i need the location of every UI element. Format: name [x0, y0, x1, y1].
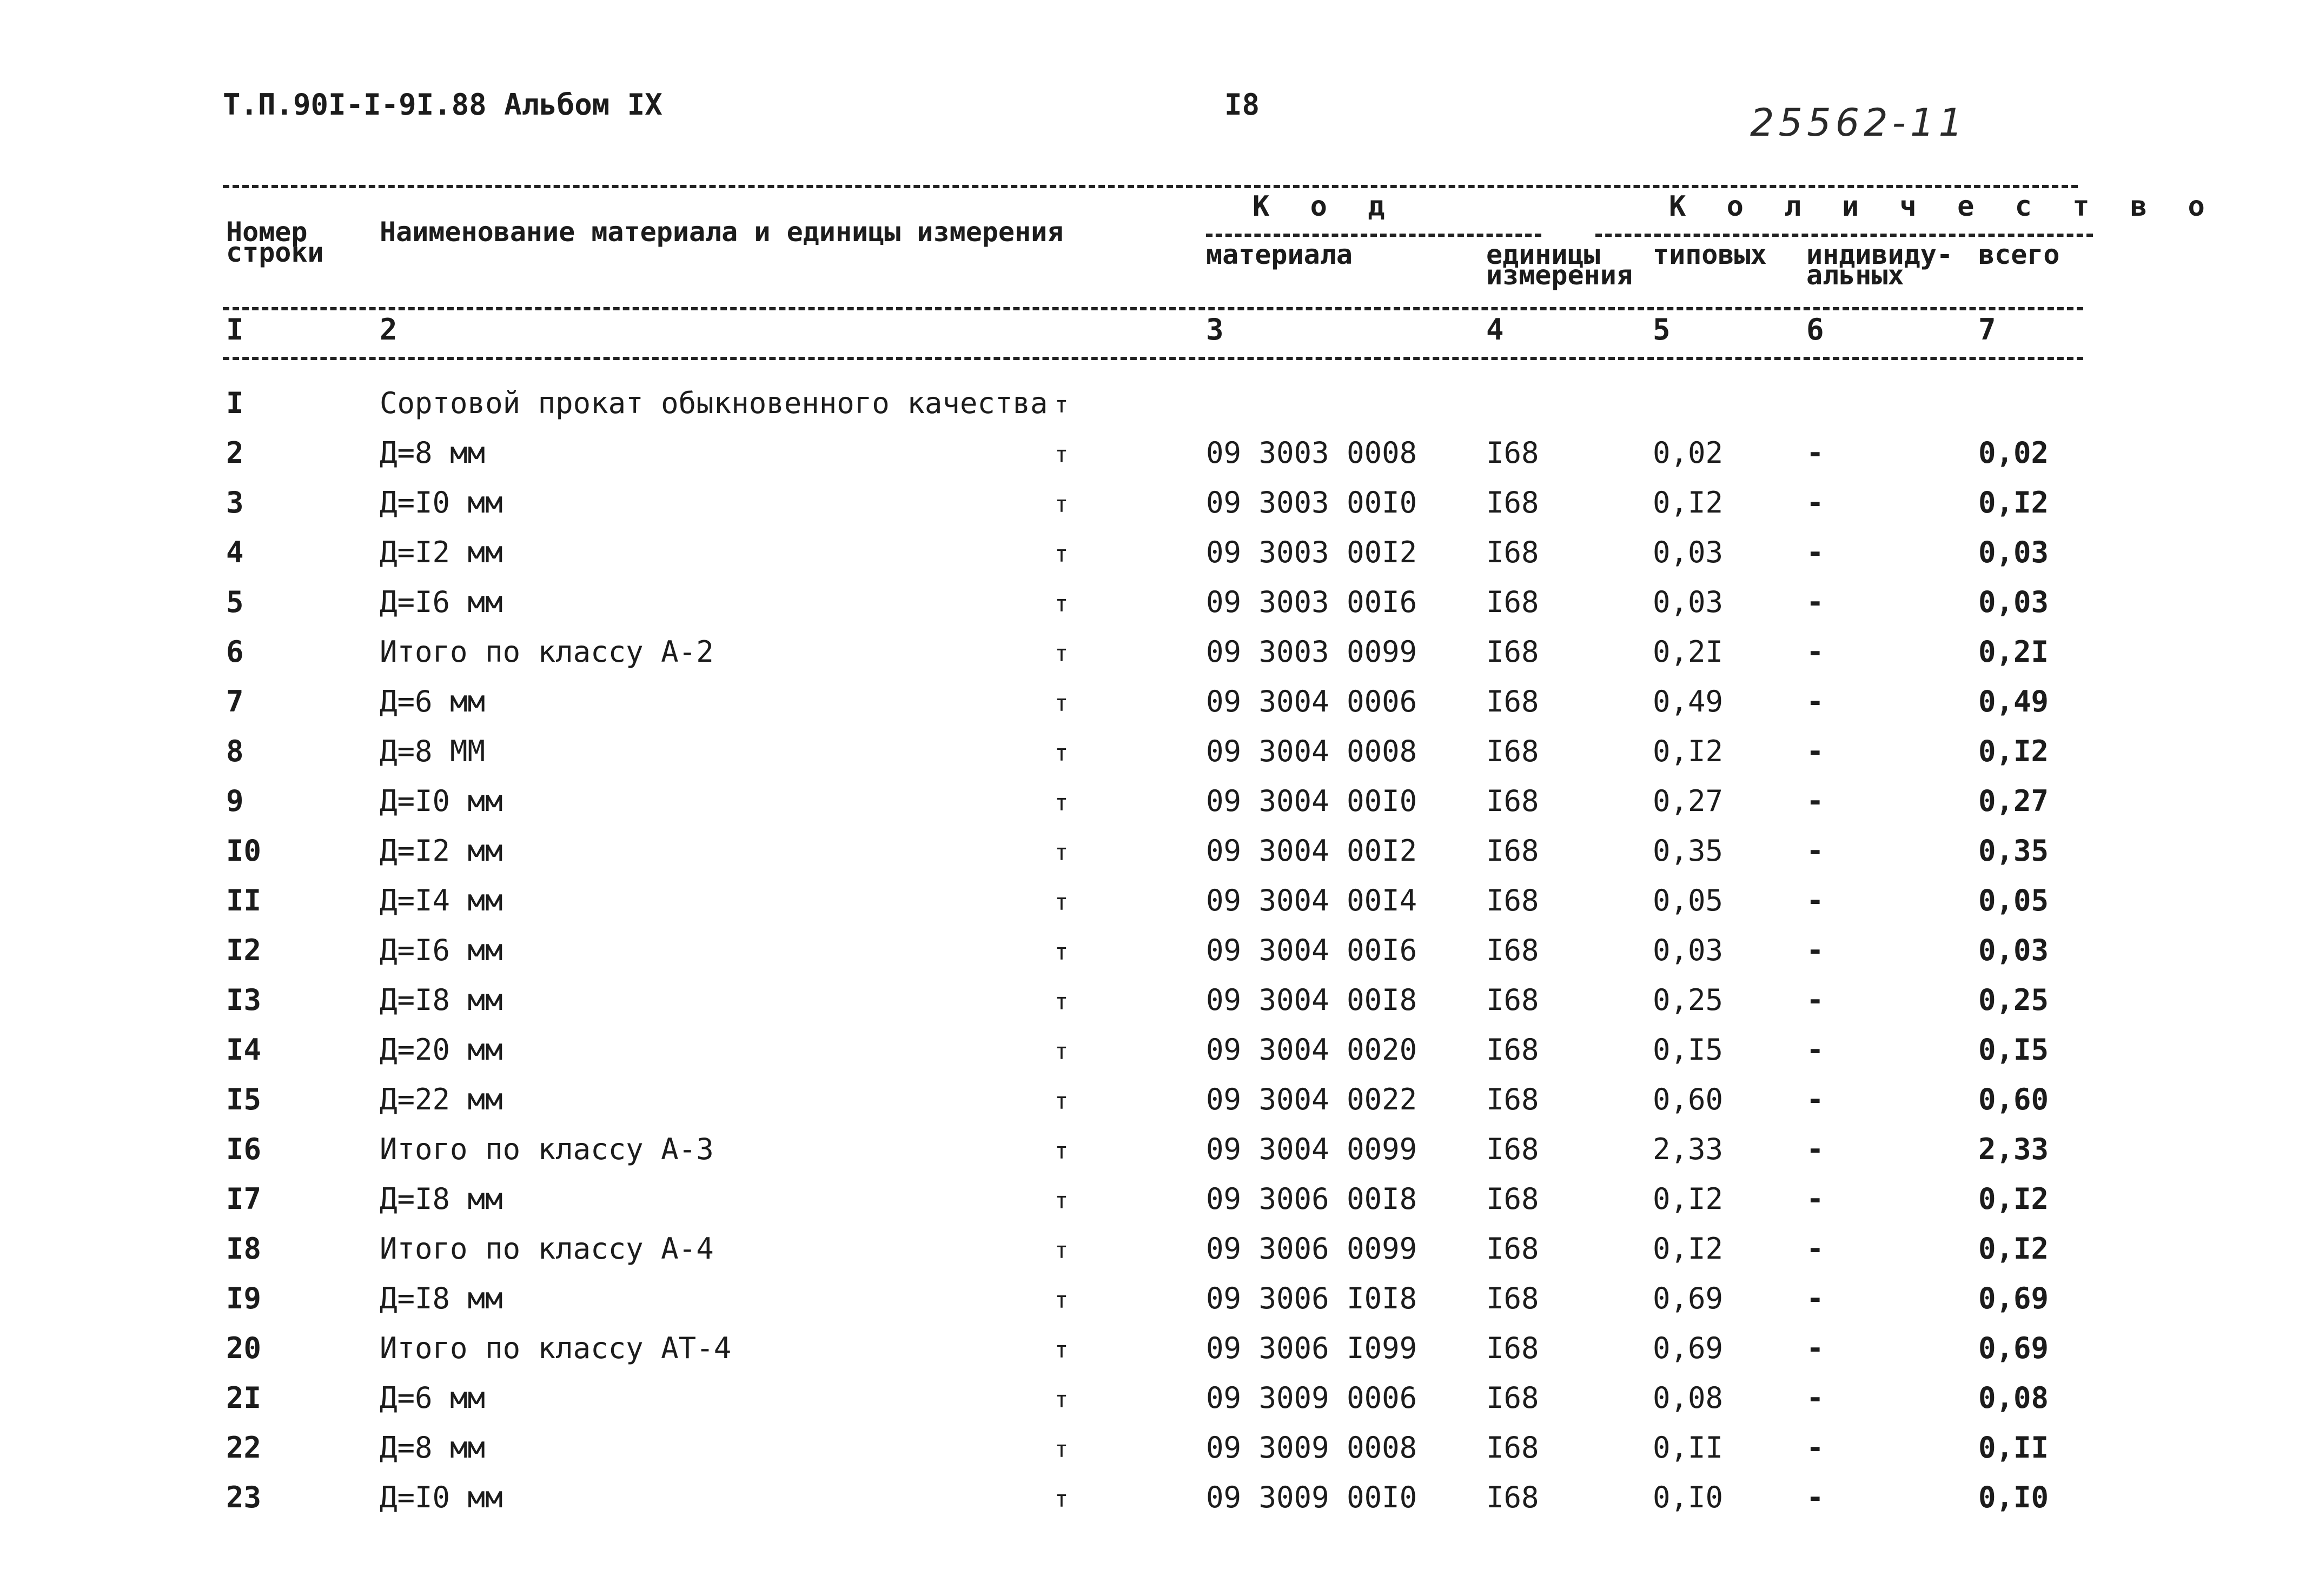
qty-individual: - [1806, 1033, 1824, 1067]
material-name: Д=8 мм [380, 436, 486, 470]
unit-code: I68 [1486, 784, 1539, 818]
unit: т [1055, 1038, 1069, 1065]
unit: т [1055, 1187, 1069, 1214]
material-name: Итого по классу А-4 [380, 1232, 714, 1266]
qty-total: 0,II [1978, 1431, 2049, 1465]
unit: т [1055, 988, 1069, 1015]
material-name: Д=I8 мм [380, 983, 503, 1017]
table-row [0, 478, 2299, 528]
table-row [0, 1373, 2299, 1423]
qty-total: 0,03 [1978, 933, 2049, 967]
qty-total: 0,35 [1978, 834, 2049, 868]
unit: т [1055, 690, 1069, 716]
material-code: 09 3003 0008 [1206, 436, 1417, 470]
table-row [0, 1174, 2299, 1224]
material-code: 09 3009 0006 [1206, 1381, 1417, 1415]
unit: т [1055, 1386, 1069, 1413]
qty-individual: - [1806, 436, 1824, 470]
qty-individual: - [1806, 684, 1824, 719]
unit: т [1055, 541, 1069, 567]
unit: т [1055, 939, 1069, 965]
table-row [0, 1075, 2299, 1125]
table-row [0, 1224, 2299, 1274]
qty-total: 0,69 [1978, 1331, 2049, 1365]
material-code: 09 3009 00I0 [1206, 1480, 1417, 1514]
qty-typical: 0,I2 [1653, 1182, 1724, 1216]
table-row [0, 1324, 2299, 1373]
qty-total: 0,49 [1978, 684, 2049, 719]
qty-individual: - [1806, 585, 1824, 619]
material-name: Д=I8 мм [380, 1182, 503, 1216]
table-row [0, 1025, 2299, 1075]
qty-total: 0,03 [1978, 585, 2049, 619]
qty-typical: 0,35 [1653, 834, 1724, 868]
qty-total: 0,08 [1978, 1381, 2049, 1415]
header-qty-group: К о л и ч е с т в о [1669, 190, 2217, 223]
unit: т [1055, 889, 1069, 915]
document-reference: Т.П.90I-I-9I.88 Альбом IX [223, 88, 662, 122]
code-group-rule [1206, 234, 1541, 237]
unit-code: I68 [1486, 933, 1539, 967]
material-name: Д=I2 мм [380, 834, 503, 868]
table-row [0, 577, 2299, 627]
row-number: II [226, 883, 262, 917]
qty-typical: 0,69 [1653, 1281, 1724, 1315]
qty-typical: 0,08 [1653, 1381, 1724, 1415]
table-row [0, 1274, 2299, 1324]
column-number-7: 7 [1978, 312, 1996, 347]
unit: т [1055, 1237, 1069, 1264]
row-number: I3 [226, 983, 262, 1017]
qty-typical: 0,I2 [1653, 734, 1724, 768]
column-number-4: 4 [1486, 312, 1504, 347]
unit-code: I68 [1486, 1033, 1539, 1067]
header-qty-typical: типовых [1653, 239, 1767, 270]
row-number: I7 [226, 1182, 262, 1216]
qty-total: 0,I2 [1978, 734, 2049, 768]
qty-individual: - [1806, 883, 1824, 917]
material-name: Итого по классу АТ-4 [380, 1331, 732, 1365]
row-number: 2I [226, 1381, 262, 1415]
qty-total: 0,2I [1978, 635, 2049, 669]
material-code: 09 3004 0099 [1206, 1132, 1417, 1166]
qty-individual: - [1806, 1182, 1824, 1216]
material-name: Д=8 ММ [380, 734, 486, 768]
qty-typical: 0,02 [1653, 436, 1724, 470]
header-qty-individual: индивиду-альных [1806, 239, 1953, 291]
qty-individual: - [1806, 1431, 1824, 1465]
unit-code: I68 [1486, 983, 1539, 1017]
material-code: 09 3006 00I8 [1206, 1182, 1417, 1216]
column-number-5: 5 [1653, 312, 1671, 347]
material-code: 09 3003 00I6 [1206, 585, 1417, 619]
unit: т [1055, 839, 1069, 866]
qty-individual: - [1806, 983, 1824, 1017]
material-name: Д=I0 мм [380, 486, 503, 520]
qty-typical: 0,2I [1653, 635, 1724, 669]
row-number: 22 [226, 1431, 262, 1465]
row-number: I0 [226, 834, 262, 868]
page-number: I8 [1224, 88, 1260, 122]
header-top-rule [223, 185, 2078, 188]
table-row [0, 677, 2299, 727]
unit: т [1055, 491, 1069, 517]
qty-typical: 0,II [1653, 1431, 1724, 1465]
unit: т [1055, 1486, 1069, 1512]
unit-code: I68 [1486, 486, 1539, 520]
qty-individual: - [1806, 834, 1824, 868]
handwritten-stamp-number: 25562-11 [1750, 101, 1967, 145]
unit-code: I68 [1486, 883, 1539, 917]
table-row [0, 528, 2299, 577]
qty-typical: 0,03 [1653, 933, 1724, 967]
qty-typical: 0,I0 [1653, 1480, 1724, 1514]
qty-individual: - [1806, 1082, 1824, 1116]
material-name: Д=6 мм [380, 1381, 486, 1415]
table-row [0, 727, 2299, 776]
unit-code: I68 [1486, 834, 1539, 868]
qty-individual: - [1806, 1281, 1824, 1315]
material-name: Д=I6 мм [380, 585, 503, 619]
material-code: 09 3004 0022 [1206, 1082, 1417, 1116]
unit: т [1055, 740, 1069, 766]
row-number: 3 [226, 486, 244, 520]
unit: т [1055, 1287, 1069, 1313]
qty-total: 0,I0 [1978, 1480, 2049, 1514]
unit-code: I68 [1486, 734, 1539, 768]
column-number-6: 6 [1806, 312, 1824, 347]
unit-code: I68 [1486, 1381, 1539, 1415]
qty-total: 0,25 [1978, 983, 2049, 1017]
material-code: 09 3004 00I2 [1206, 834, 1417, 868]
unit-code: I68 [1486, 1431, 1539, 1465]
material-name: Д=6 мм [380, 684, 486, 719]
unit: т [1055, 1088, 1069, 1114]
header-row-number: Номер строки [226, 216, 324, 268]
qty-typical: 0,69 [1653, 1331, 1724, 1365]
table-row [0, 378, 2299, 428]
unit: т [1055, 789, 1069, 816]
qty-total: 0,I2 [1978, 1232, 2049, 1266]
row-number: I4 [226, 1033, 262, 1067]
material-name: Д=I6 мм [380, 933, 503, 967]
table-row [0, 428, 2299, 478]
table-row [0, 975, 2299, 1025]
material-code: 09 3004 0008 [1206, 734, 1417, 768]
header-material-name: Наименование материала и единицы измерения [380, 216, 1064, 248]
qty-typical: 0,60 [1653, 1082, 1724, 1116]
row-number: I5 [226, 1082, 262, 1116]
material-code: 09 3009 0008 [1206, 1431, 1417, 1465]
row-number: 6 [226, 635, 244, 669]
material-code: 09 3003 00I0 [1206, 486, 1417, 520]
unit: т [1055, 590, 1069, 617]
material-code: 09 3004 00I8 [1206, 983, 1417, 1017]
material-code: 09 3003 0099 [1206, 635, 1417, 669]
qty-typical: 0,03 [1653, 585, 1724, 619]
material-name: Итого по классу А-2 [380, 635, 714, 669]
material-name: Д=8 мм [380, 1431, 486, 1465]
qty-individual: - [1806, 635, 1824, 669]
header-qty-total: всего [1978, 239, 2060, 270]
qty-typical: 0,I2 [1653, 1232, 1724, 1266]
unit-code: I68 [1486, 1132, 1539, 1166]
row-number: 5 [226, 585, 244, 619]
material-name: Д=I8 мм [380, 1281, 503, 1315]
qty-individual: - [1806, 1480, 1824, 1514]
qty-total: 0,I2 [1978, 486, 2049, 520]
qty-total: 0,03 [1978, 535, 2049, 569]
row-number: 9 [226, 784, 244, 818]
qty-total: 0,I5 [1978, 1033, 2049, 1067]
unit: т [1055, 441, 1069, 468]
qty-typical: 0,49 [1653, 684, 1724, 719]
row-number: 2 [226, 436, 244, 470]
qty-typical: 0,25 [1653, 983, 1724, 1017]
material-name: Д=22 мм [380, 1082, 503, 1116]
unit-code: I68 [1486, 1232, 1539, 1266]
row-number: 7 [226, 684, 244, 719]
unit-code: I68 [1486, 684, 1539, 719]
material-name: Д=I0 мм [380, 784, 503, 818]
qty-total: 0,60 [1978, 1082, 2049, 1116]
unit: т [1055, 1436, 1069, 1462]
table-row [0, 876, 2299, 926]
row-number: 23 [226, 1480, 262, 1514]
material-name: Сортовой прокат обыкновенного качества [380, 386, 1048, 420]
unit-code: I68 [1486, 436, 1539, 470]
qty-typical: 0,27 [1653, 784, 1724, 818]
qty-typical: 0,05 [1653, 883, 1724, 917]
unit: т [1055, 1336, 1069, 1363]
table-row [0, 1423, 2299, 1473]
qty-individual: - [1806, 1331, 1824, 1365]
column-number-1: I [226, 312, 244, 347]
qty-total: 2,33 [1978, 1132, 2049, 1166]
table-row [0, 776, 2299, 826]
qty-group-rule [1595, 234, 2093, 237]
row-number: I6 [226, 1132, 262, 1166]
table-row [0, 627, 2299, 677]
unit-code: I68 [1486, 1182, 1539, 1216]
unit: т [1055, 391, 1069, 418]
unit: т [1055, 1138, 1069, 1164]
table-row [0, 926, 2299, 975]
material-name: Д=I0 мм [380, 1480, 503, 1514]
qty-total: 0,69 [1978, 1281, 2049, 1315]
qty-total: 0,05 [1978, 883, 2049, 917]
column-number-rule-top [223, 307, 2083, 310]
qty-individual: - [1806, 535, 1824, 569]
qty-typical: 2,33 [1653, 1132, 1724, 1166]
column-number-3: 3 [1206, 312, 1224, 347]
material-name: Итого по классу А-3 [380, 1132, 714, 1166]
row-number: 4 [226, 535, 244, 569]
row-number: 8 [226, 734, 244, 768]
column-number-2: 2 [380, 312, 397, 347]
row-number: I2 [226, 933, 262, 967]
row-number: I [226, 386, 244, 420]
column-number-rule-bottom [223, 357, 2083, 360]
qty-individual: - [1806, 933, 1824, 967]
unit-code: I68 [1486, 535, 1539, 569]
qty-typical: 0,I5 [1653, 1033, 1724, 1067]
material-code: 09 3006 I0I8 [1206, 1281, 1417, 1315]
qty-individual: - [1806, 734, 1824, 768]
unit-code: I68 [1486, 1281, 1539, 1315]
material-name: Д=I2 мм [380, 535, 503, 569]
qty-individual: - [1806, 784, 1824, 818]
qty-individual: - [1806, 1132, 1824, 1166]
unit-code: I68 [1486, 1082, 1539, 1116]
table-row [0, 1473, 2299, 1522]
material-name: Д=I4 мм [380, 883, 503, 917]
qty-individual: - [1806, 486, 1824, 520]
row-number: I9 [226, 1281, 262, 1315]
row-number: 20 [226, 1331, 262, 1365]
header-code-group: К о д [1253, 190, 1397, 223]
row-number: I8 [226, 1232, 262, 1266]
qty-typical: 0,03 [1653, 535, 1724, 569]
material-code: 09 3004 00I0 [1206, 784, 1417, 818]
material-name: Д=20 мм [380, 1033, 503, 1067]
unit: т [1055, 640, 1069, 667]
qty-total: 0,I2 [1978, 1182, 2049, 1216]
material-code: 09 3006 I099 [1206, 1331, 1417, 1365]
unit-code: I68 [1486, 1331, 1539, 1365]
qty-individual: - [1806, 1381, 1824, 1415]
unit-code: I68 [1486, 585, 1539, 619]
unit-code: I68 [1486, 1480, 1539, 1514]
table-body [0, 378, 2299, 1522]
qty-individual: - [1806, 1232, 1824, 1266]
qty-total: 0,02 [1978, 436, 2049, 470]
material-code: 09 3006 0099 [1206, 1232, 1417, 1266]
material-code: 09 3004 00I6 [1206, 933, 1417, 967]
qty-typical: 0,I2 [1653, 486, 1724, 520]
material-code: 09 3004 00I4 [1206, 883, 1417, 917]
material-code: 09 3003 00I2 [1206, 535, 1417, 569]
material-code: 09 3004 0020 [1206, 1033, 1417, 1067]
unit-code: I68 [1486, 635, 1539, 669]
table-row [0, 1125, 2299, 1174]
qty-total: 0,27 [1978, 784, 2049, 818]
table-row [0, 826, 2299, 876]
header-code-material: материала [1206, 239, 1353, 270]
material-code: 09 3004 0006 [1206, 684, 1417, 719]
header-code-unit: единицы измерения [1486, 239, 1633, 291]
